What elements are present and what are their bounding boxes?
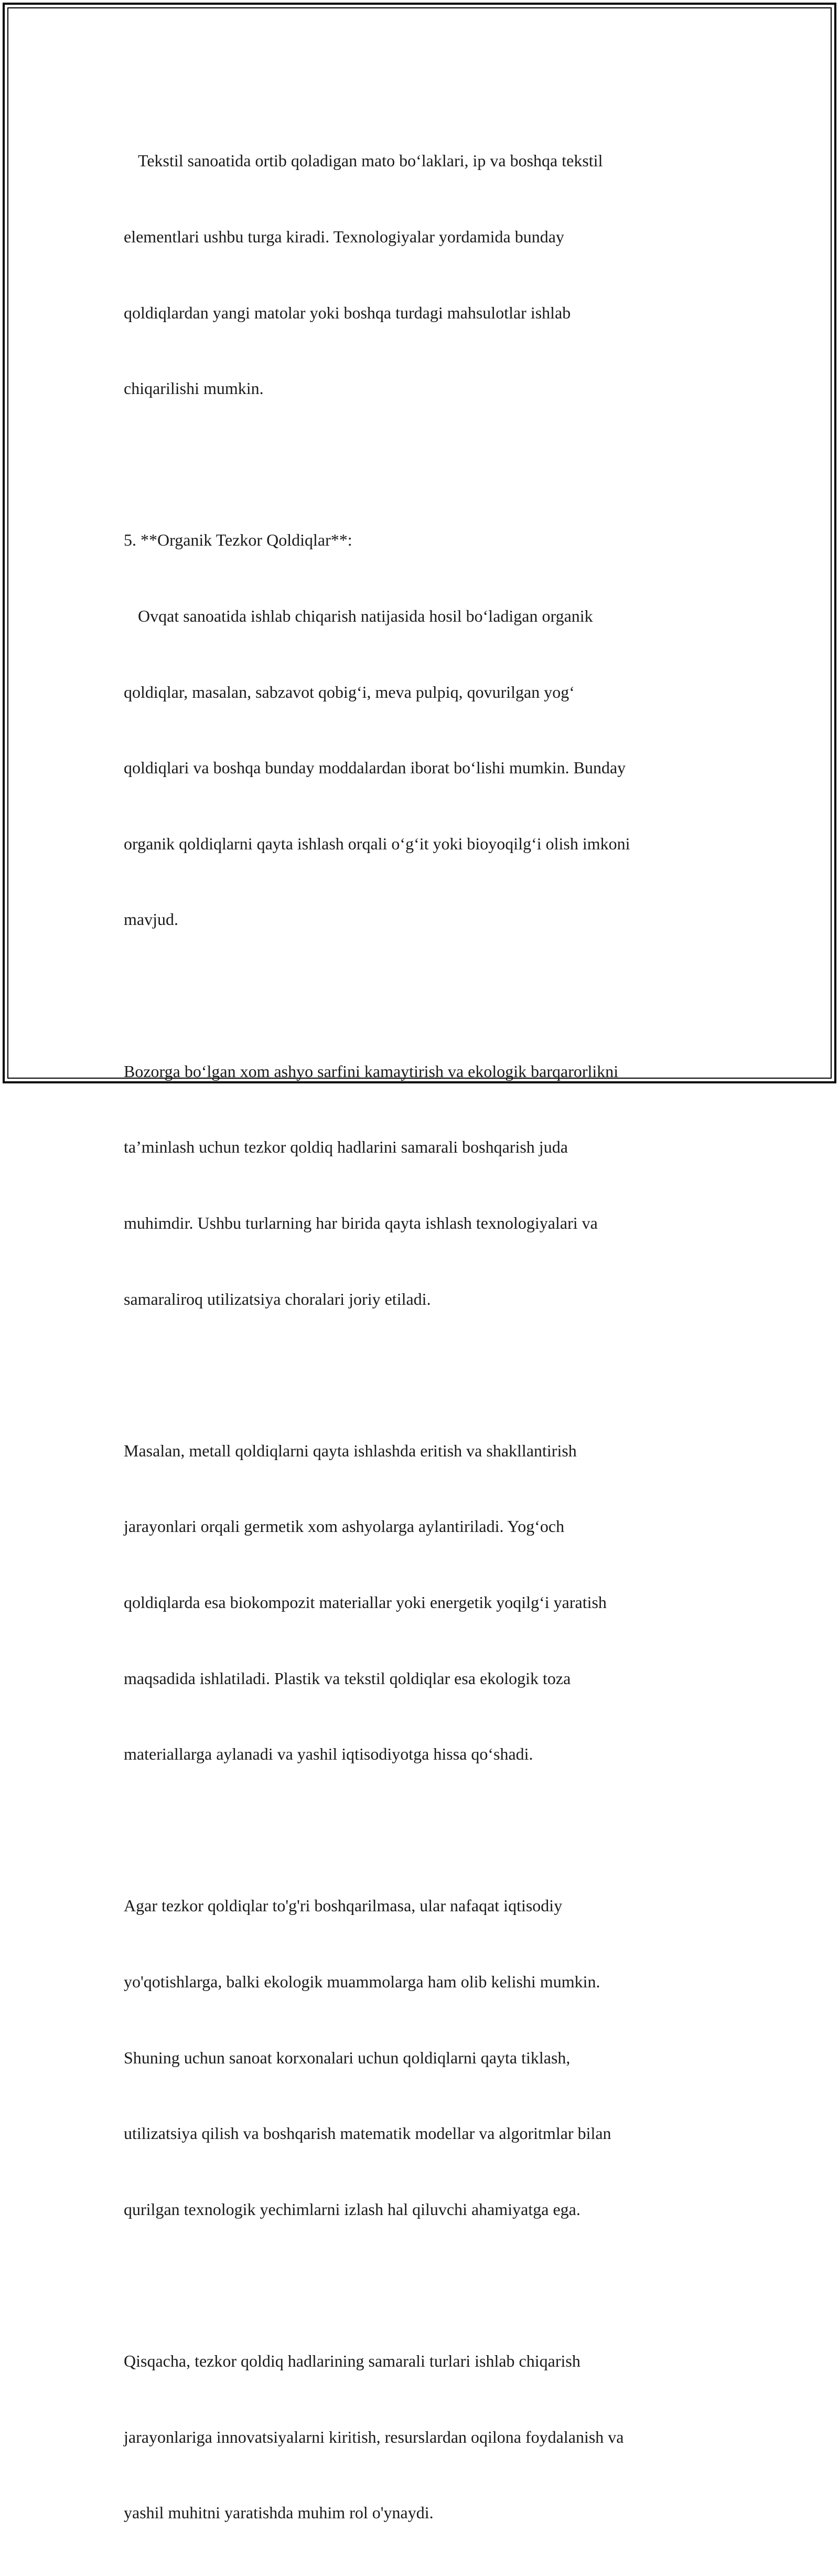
paragraph-masalan — [124, 1387, 715, 1817]
section-heading: 5. **Organik Tezkor Qoldiqlar**: — [124, 530, 352, 550]
text-line: muhimdir. Ushbu turlarning har birida qayta ishlash texnologiyalari va — [124, 1213, 598, 1232]
paragraph-bozorga — [124, 1008, 715, 1362]
text-line: Tekstil sanoatida ortib qoladigan mato bo‘laklari, ip va boshqa tekstil — [138, 151, 603, 171]
paragraph-qisqacha — [124, 2298, 715, 2576]
text-line: qoldiqlarda esa biokompozit materiallar yoki energetik yoqilg‘i yaratish — [124, 1592, 607, 1612]
text-line: Ovqat sanoatida ishlab chiqarish natijasida hosil bo‘ladigan organik — [138, 606, 593, 626]
text-line: utilizatsiya qilish va boshqarish matematik modellar va algoritmlar bilan — [124, 2124, 611, 2143]
text-line: mavjud. — [124, 910, 178, 929]
text-line: yashil muhitni yaratishda muhim rol o'ynaydi. — [124, 2503, 434, 2522]
text-line: samaraliroq utilizatsiya choralari joriy etiladi. — [124, 1289, 431, 1308]
paragraph-organik — [124, 477, 715, 983]
text-line: maqsadida ishlatiladi. Plastik va tekstil qoldiqlar esa ekologik toza — [124, 1668, 571, 1688]
text-line: Bozorga bo‘lgan xom ashyo sarfini kamaytirish va ekologik barqarorlikni — [124, 1061, 619, 1081]
text-line: qurilgan texnologik yechimlarni izlash hal qiluvchi ahamiyatga ega. — [124, 2199, 580, 2219]
text-line: qoldiqlar, masalan, sabzavot qobig‘i, meva pulpiq, qovurilgan yog‘ — [124, 682, 575, 701]
text-line: chiqarilishi mumkin. — [124, 379, 264, 398]
paragraph-agar — [124, 1843, 715, 2272]
text-line: organik qoldiqlarni qayta ishlash orqali o‘g‘it yoki bioyoqilg‘i olish imkoni — [124, 834, 630, 853]
paragraph-tekstil — [124, 98, 715, 452]
text-line: Masalan, metall qoldiqlarni qayta ishlashda eritish va shakllantirish — [124, 1441, 577, 1460]
text-line: ta’minlash uchun tezkor qoldiq hadlarini samarali boshqarish juda — [124, 1137, 568, 1157]
text-line: Shuning uchun sanoat korxonalari uchun qoldiqlarni qayta tiklash, — [124, 2048, 571, 2067]
text-line: jarayonlariga innovatsiyalarni kiritish, resurslardan oqilona foydalanish va — [124, 2427, 624, 2446]
text-line: qoldiqlari va boshqa bunday moddalardan iborat bo‘lishi mumkin. Bunday — [124, 758, 626, 778]
text-line: jarayonlari orqali germetik xom ashyolarga aylantiriladi. Yog‘och — [124, 1517, 565, 1536]
text-line: Agar tezkor qoldiqlar to'g'ri boshqarilmasa, ular nafaqat iqtisodiy — [124, 1896, 563, 1915]
text-line: yo'qotishlarga, balki ekologik muammolarga ham olib kelishi mumkin. — [124, 1972, 600, 1991]
text-line: materiallarga aylanadi va yashil iqtisodiyotga hissa qo‘shadi. — [124, 1744, 533, 1764]
text-line: elementlari ushbu turga kiradi. Texnologiyalar yordamida bunday — [124, 227, 564, 247]
text-line: Qisqacha, tezkor qoldiq hadlarining samarali turlari ishlab chiqarish — [124, 2351, 580, 2370]
document-body — [124, 98, 715, 2576]
text-line: qoldiqlardan yangi matolar yoki boshqa turdagi mahsulotlar ishlab — [124, 303, 571, 322]
